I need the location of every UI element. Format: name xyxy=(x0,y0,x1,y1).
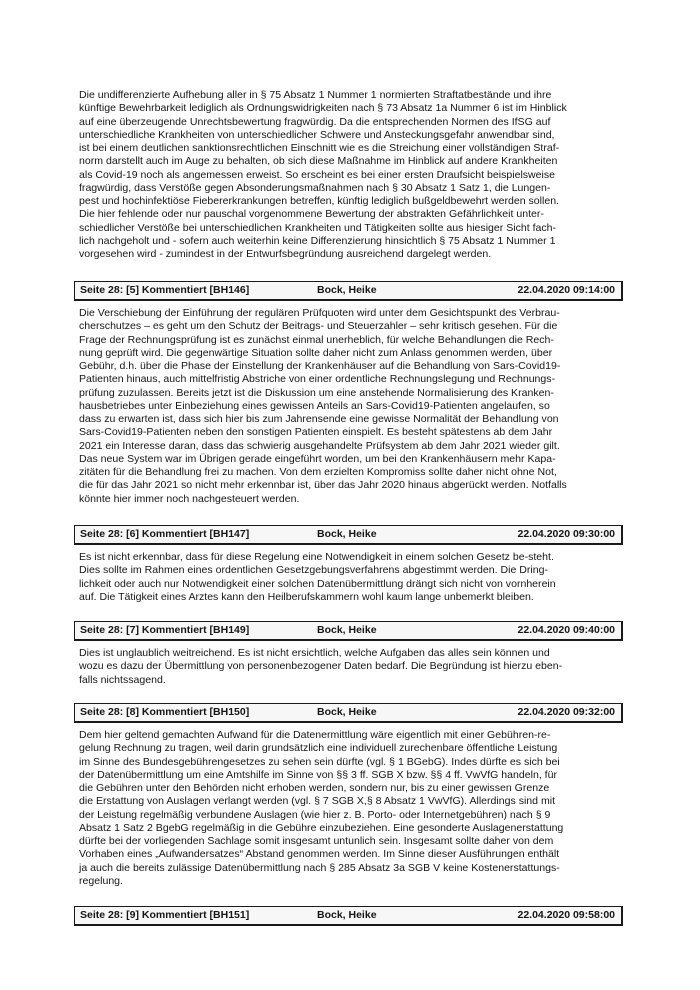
comment-date: 22.04.2020 09:58:00 xyxy=(517,909,615,921)
comment-header-bh147 xyxy=(74,525,623,545)
comment-reference: Seite 28: [5] Kommentiert [BH146] xyxy=(80,284,250,296)
comment-header-bh149 xyxy=(74,621,623,641)
paragraph-pruefquoten: Die Verschiebung der Einführung der regulären Prüfquoten wird unter dem Gesichtspunkt des Verbrau- cherschutzes – es geht um den Schutz der Beitrags- und Steuerzahler – sehr kritisch gesehen. Für die Frage der Rechnungsprüfung ist es zunächst einmal unerheblich, für welche Behandlungen die Rech- nung geprüft wird. Die gegenwärtige Situation sollte daher nicht zum Anlass genommen werden, über Gebühr, d.h. über die Phase der Einstellung der Krankenhäuser auf die Behandlung von Sars-Covid19- Patienten hinaus, auch mittelfristig Abstriche von einer ordentliche Rechnungslegung und Rechnungs- prüfung zuzulassen. Bereits jetzt ist die Diskussion um eine anstehende Normalisierung des Kranken- hausbetriebes unter Einbeziehung eines gewissen Anteils an Sars-Covid19-Patienten angelaufen, so dass zu erwarten ist, dass sich hier bis zum Jahrensende eine gewisse Normalität der Behandlung von Sars-Covid19-Patienten neben den sonstigen Patienten einspielt. Es besteht spätestens ab dem Jahr 2021 ein Interesse daran, dass das schwierig ausgehandelte Prüfsystem ab dem Jahr 2021 wieder gilt. Das neue System war im Übrigen gerade eingeführt worden, um bei den Krankenhäusern mehr Kapa- zitäten für die Behandlung frei zu machen. Von dem erzielten Kompromiss sollte daher nicht ohne Not, die für das Jahr 2021 so nicht mehr erkennbar ist, über das Jahr 2020 hinaus abgerückt werden. Notfalls könnte hier immer noch nachgesteuert werden. xyxy=(79,307,567,505)
comment-reference: Seite 28: [8] Kommentiert [BH150] xyxy=(80,706,250,718)
comment-reference: Seite 28: [7] Kommentiert [BH149] xyxy=(80,624,250,636)
comment-author: Bock, Heike xyxy=(317,909,377,921)
comment-author: Bock, Heike xyxy=(317,284,377,296)
comment-author: Bock, Heike xyxy=(317,528,377,540)
comment-reference: Seite 28: [6] Kommentiert [BH147] xyxy=(80,528,250,540)
paragraph-ifsg-penalties: Die undifferenzierte Aufhebung aller in § 75 Absatz 1 Nummer 1 normierten Straftatbestände und ihre künftige Bewehrbarkeit lediglich als Ordnungswidrigkeiten nach § 73 Absatz 1a Nummer 6 ist im Hinblick auf eine überzeugende Unrechtsbewertung fragwürdig. Da die entsprechenden Normen des IfSG auf unterschiedliche Krankheiten von unterschiedlicher Schwere und Ansteckungsgefahr anwendbar sind, ist bei einem deutlichen sanktionsrechtlichen Einschnitt wie es die Streichung einer vollständigen Straf- norm darstellt auch im Auge zu behalten, ob sich diese Maßnahme im Hinblick auf andere Krankheiten als Covid-19 noch als angemessen erweist. So erscheint es bei einer ersten Draufsicht beispielsweise fragwürdig, dass Verstöße gegen Absonderungsmaßnahmen nach § 30 Absatz 1 Satz 1, die Lungen- pest und hochinfektiöse Fiebererkrankungen betreffen, künftig lediglich bußgeldbewehrt werden sollen. Die hier fehlende oder nur pauschal vorgenommene Bewertung der abstrakten Gefährlichkeit unter- schiedlicher Verstöße bei unterschiedlichen Krankheiten und Tätigkeiten sollte aus hiesiger Sicht fach- lich nachgeholt und - sofern auch weiterhin keine Differenzierung hinsichtlich § 75 Absatz 1 Nummer 1 vorgesehen wird - zumindest in der Entwurfsbegründung ausreichend dargelegt werden. xyxy=(79,89,567,260)
comment-author: Bock, Heike xyxy=(317,706,377,718)
paragraph-gebuehrenregelung: Dem hier geltend gemachten Aufwand für die Datenermittlung wäre eigentlich mit einer Gebühren-re- gelung Rechnung zu tragen, weil darin grundsätzlich eine individuell zurechenbare öffentliche Leistung im Sinne des Bundesgebührengesetzes zu sehen sein dürfte (vgl. § 1 BGebG). Indes dürfte es sich bei der Datenübermittlung um eine Amtshilfe im Sinne von §§ 3 ff. SGB X bzw. §§ 4 ff. VwVfG handeln, für die Gebühren unter den Behörden nicht erhoben werden, sondern nur, bis zu einer gewissen Grenze die Erstattung von Auslagen verlangt werden (vgl. § 7 SGB X,§ 8 Absatz 1 VwVfG). Allerdings sind mit der Leistung regelmäßig verbundene Auslagen (wie hier z. B. Porto- oder Internetgebühren) nach § 9 Absatz 1 Satz 2 BgebG regelmäßig in die Gebühre einzubeziehen. Eine gesonderte Auslagenerstattung dürfte bei der vorliegenden Sachlage somit insgesamt untunlich sein. Insgesamt sollte daher von dem Vorhaben eines „Aufwandersatzes“ Abstand genommen werden. Im Sinne dieser Ausführungen enthält ja auch die bereits zulässige Datenübermittlung nach § 285 Absatz 3a SGB V keine Kostenerstattungs- regelung. xyxy=(79,729,564,887)
comment-date: 22.04.2020 09:30:00 xyxy=(517,528,615,540)
comment-date: 22.04.2020 09:40:00 xyxy=(517,624,615,636)
paragraph-datenuebermittlung-kammern: Es ist nicht erkennbar, dass für diese Regelung eine Notwendigkeit in einem solchen Gesetz be-steht. Dies sollte im Rahmen eines ordentlichen Gesetzgebungsverfahrens abgestimmt werden. Die Dring- lichkeit oder auch nur Notwendigkeit einer solchen Datenübermittlung drängt sich nicht von vornherein auf. Die Tätigkeit eines Arztes kann den Heilberufskammern wohl kaum lange unbemerkt bleiben. xyxy=(79,551,556,603)
comment-date: 22.04.2020 09:32:00 xyxy=(517,706,615,718)
comment-header-bh146 xyxy=(74,281,623,301)
comment-author: Bock, Heike xyxy=(317,624,377,636)
comment-header-bh151 xyxy=(74,906,623,926)
paragraph-weitreichend: Dies ist unglaublich weitreichend. Es ist nicht ersichtlich, welche Aufgaben das alles sein können und wozu es dazu der Übermittlung von personenbezogener Daten bedarf. Die Begründung ist hierzu eben- falls nichtssagend. xyxy=(79,647,563,686)
comment-header-bh150 xyxy=(74,703,623,723)
comment-date: 22.04.2020 09:14:00 xyxy=(517,284,615,296)
comment-reference: Seite 28: [9] Kommentiert [BH151] xyxy=(80,909,250,921)
